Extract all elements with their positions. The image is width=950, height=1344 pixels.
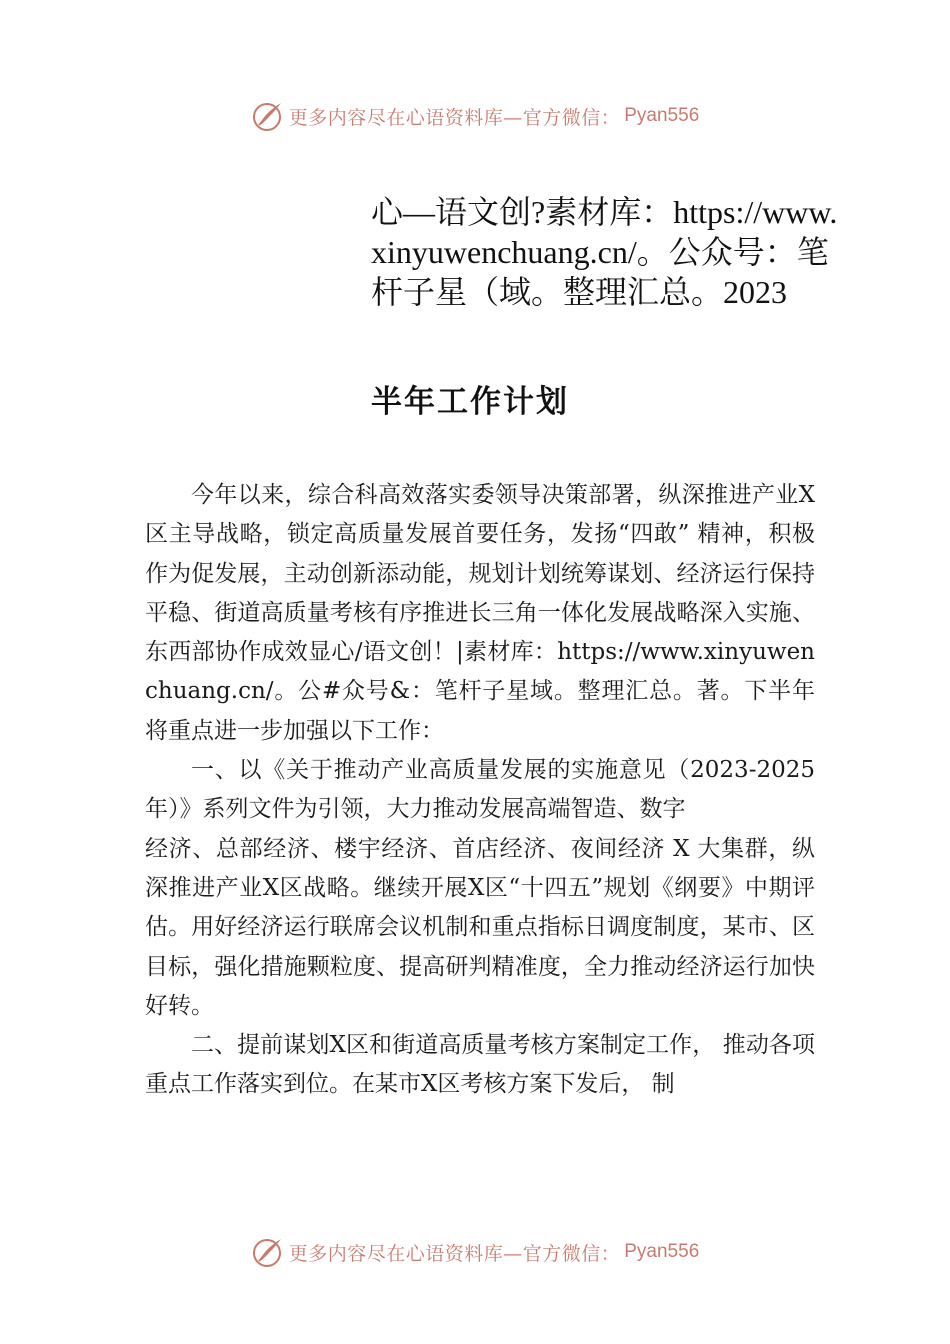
watermark-footer	[0, 1232, 950, 1272]
document-title: 半年工作计划	[371, 384, 569, 420]
paragraph-item-2: 二、提前谋划X区和街道高质量考核方案制定工作， 推动各项重点工作落实到位。在某市X区考核方案下发后， 制	[145, 1032, 815, 1098]
watermark-header	[0, 96, 950, 136]
quill-logo-icon	[251, 99, 285, 133]
paragraph-item-1-continued: 经济、总部经济、楼宇经济、首店经济、夜间经济 X 大集群，纵深推进产业X区战略。继续开展X区“十四五”规划《纲要》中期评估。用好经济运行联席会议机制和重点指标日调度制度，某市、区目标，强化措施颗粒度、提高研判精准度，全力推动经济运行加快好转。	[145, 835, 815, 1019]
watermark-text: 更多内容尽在心语资料库—官方微信：	[288, 106, 621, 129]
document-body	[145, 476, 815, 1105]
watermark-wechat-id: Pyan556	[624, 105, 700, 126]
header-source-line: 心—语文创?素材库：https://www.xinyuwenchuang.cn/。公众号：笔杆子星（域。整理汇总。2023	[371, 194, 838, 310]
quill-logo-icon	[251, 1235, 285, 1269]
watermark-text: 更多内容尽在心语资料库—官方微信：	[288, 1242, 621, 1265]
paragraph-intro: 今年以来，综合科高效落实委领导决策部署，纵深推进产业X区主导战略，锁定高质量发展首要任务，发扬“四敢” 精神，积极作为促发展，主动创新添动能，规划计划统筹谋划、经济运行保持平稳、街道高质量考核有序推进长三角一体化发展战略深入实施、东西部协作成效显心/语文创！|素材库：https://www.xinyuwenchuang.cn/。公#众号&：笔杆子星域。整理汇总。著。下半年将重点进一步加强以下工作：	[145, 482, 815, 744]
paragraph-item-1: 一、以《关于推动产业高质量发展的实施意见（2023-2025 年）》系列文件为引领，大力推动发展高端智造、数字	[145, 757, 815, 823]
watermark-wechat-id: Pyan556	[624, 1241, 700, 1262]
